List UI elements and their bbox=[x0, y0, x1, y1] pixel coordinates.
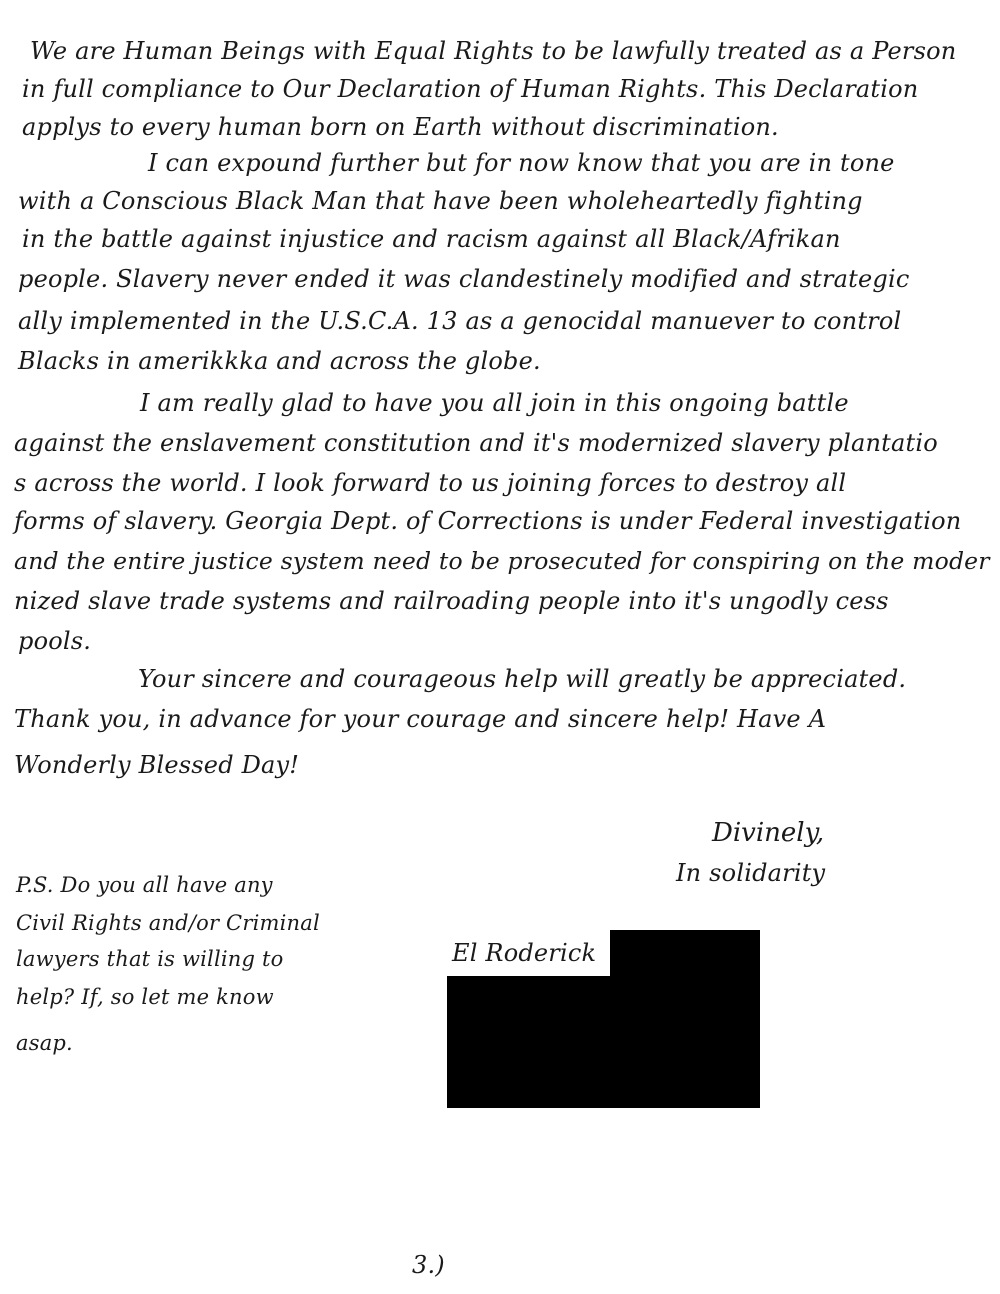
body-line: in the battle against injustice and racism against all Black/Afrikan bbox=[22, 225, 841, 253]
redaction-block bbox=[447, 976, 760, 1108]
body-line: in full compliance to Our Declaration of Human Rights. This Declaration bbox=[22, 75, 919, 103]
body-line: I am really glad to have you all join in this ongoing battle bbox=[140, 389, 849, 417]
body-line: nized slave trade systems and railroading people into it's ungodly cess bbox=[14, 587, 889, 615]
closing-text: Divinely, bbox=[712, 818, 825, 848]
ps-line: asap. bbox=[16, 1031, 73, 1055]
body-line: We are Human Beings with Equal Rights to be lawfully treated as a Person bbox=[30, 37, 957, 65]
body-line: and the entire justice system need to be prosecuted for conspiring on the moder bbox=[14, 547, 990, 575]
body-line: pools. bbox=[18, 627, 92, 655]
body-line: applys to every human born on Earth without discrimination. bbox=[22, 113, 779, 141]
body-line: ally implemented in the U.S.C.A. 13 as a genocidal manuever to control bbox=[18, 307, 902, 335]
body-line: forms of slavery. Georgia Dept. of Corrections is under Federal investigation bbox=[14, 507, 962, 535]
page-number: 3.) bbox=[412, 1251, 445, 1279]
body-line: people. Slavery never ended it was clandestinely modified and strategic bbox=[18, 265, 910, 293]
ps-line: P.S. Do you all have any bbox=[16, 873, 273, 897]
redaction-block bbox=[610, 930, 760, 978]
body-line: Wonderly Blessed Day! bbox=[14, 751, 300, 779]
body-line: I can expound further but for now know that you are in tone bbox=[148, 149, 895, 177]
signature-name: El Roderick bbox=[452, 939, 597, 967]
closing-subtext: In solidarity bbox=[676, 859, 826, 887]
ps-line: Civil Rights and/or Criminal bbox=[16, 911, 320, 935]
body-line: against the enslavement constitution and it's modernized slavery plantatio bbox=[14, 429, 938, 457]
ps-line: help? If, so let me know bbox=[16, 985, 274, 1009]
body-line: with a Conscious Black Man that have been wholeheartedly fighting bbox=[18, 187, 863, 215]
ps-line: lawyers that is willing to bbox=[16, 947, 284, 971]
body-line: s across the world. I look forward to us joining forces to destroy all bbox=[14, 469, 847, 497]
body-line: Your sincere and courageous help will greatly be appreciated. bbox=[138, 665, 907, 693]
body-line: Blacks in amerikkka and across the globe. bbox=[18, 347, 541, 375]
body-line: Thank you, in advance for your courage and sincere help! Have A bbox=[14, 705, 827, 733]
